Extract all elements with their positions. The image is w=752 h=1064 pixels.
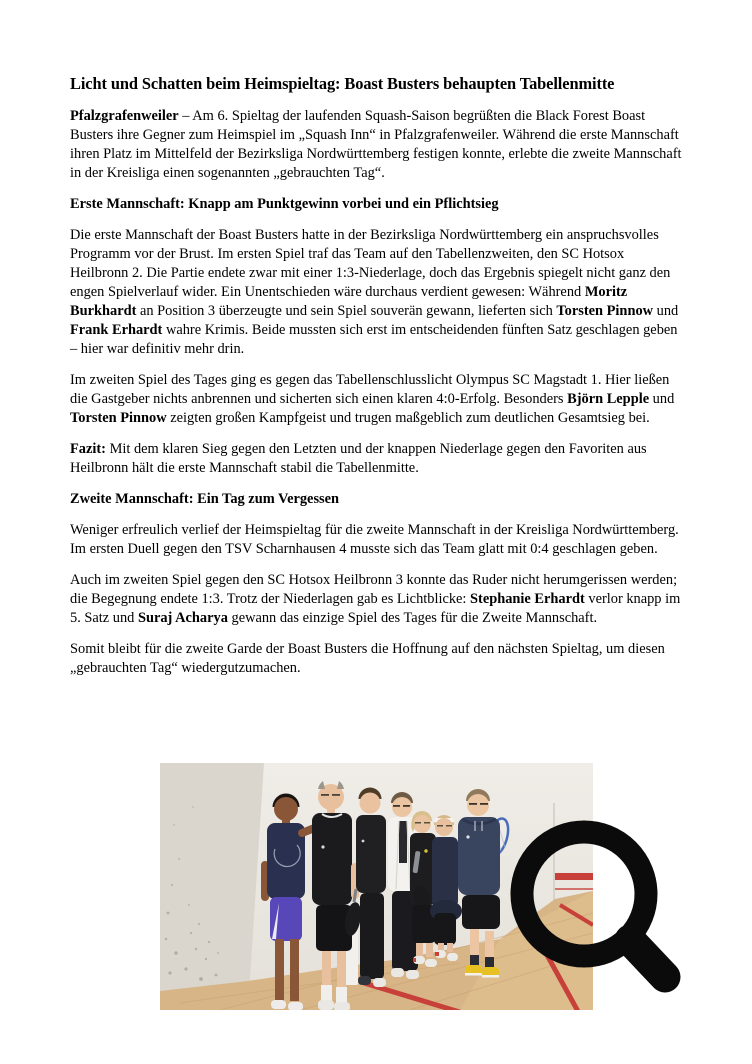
- bold-text: Moritz Burkhardt: [70, 284, 628, 319]
- article-body: [70, 73, 686, 678]
- article-paragraph-8: [70, 571, 686, 628]
- magnifier-icon[interactable]: [505, 815, 690, 1000]
- text-run: verlor knapp im 5. Satz und: [70, 591, 681, 626]
- bold-text: Björn Lepple: [567, 391, 650, 407]
- text-run: Die erste Mannschaft der Boast Busters hatte in der Bezirksliga Nordwürttemberg ein anspruchsvolles Programm vor der Brust. Im ersten Spiel traf das Team auf den Tabellenzweiten, den SC Hotsox Heilbronn 2. Die Partie endete zwar mit einer 1:3-Niederlage, doch das Ergebnis spiegelt nicht ganz den engen Spielverlauf wider. Ein Unentschieden wäre durchaus verdient gewesen: Während: [70, 227, 671, 300]
- text-run: Somit bleibt für die zweite Garde der Boast Busters die Hoffnung auf den nächsten Spieltag, um diesen „gebrauchten Tag“ wiedergutzumachen.: [70, 641, 665, 676]
- text-run: Auch im zweiten Spiel gegen den SC Hotsox Heilbronn 3 konnte das Ruder nicht herumgerissen werden; die Begegnung endete 1:3. Trotz der Niederlagen gab es Lichtblicke:: [70, 572, 678, 607]
- article-paragraph-9: [70, 640, 686, 678]
- text-run: Weniger erfreulich verlief der Heimspieltag für die zweite Mannschaft in der Kreisliga Nordwürttemberg. Im ersten Duell gegen den TSV Scharnhausen 4 musste sich das Team glatt mit 0:4 geschlagen geben.: [70, 522, 679, 557]
- article-paragraph-5: [70, 440, 686, 478]
- bold-text: Stephanie Erhardt: [470, 591, 585, 607]
- text-run: gewann das einzige Spiel des Tages für die Zweite Mannschaft.: [227, 610, 598, 626]
- text-run: und: [649, 391, 675, 407]
- article-heading-2: [70, 195, 686, 214]
- text-run: an Position 3 überzeugte und sein Spiel souverän gewann, lieferten sich: [136, 303, 557, 319]
- text-run: und: [653, 303, 679, 319]
- bold-text: Fazit:: [70, 441, 106, 457]
- text-run: – Am 6. Spieltag der laufenden Squash-Saison begrüßten die Black Forest Boast Busters ihre Gegner zum Heimspiel im „Squash Inn“ in Pfalzgrafenweiler. Während die erste Mannschaft ihren Platz im Mittelfeld der Bezirksliga Nordwürttemberg festigen konnte, erlebte die zweite Mannschaft in der Kreisliga einen sogenannten „gebrauchten Tag“.: [70, 108, 682, 181]
- bold-text: Torsten Pinnow: [70, 410, 167, 426]
- bold-text: Pfalzgrafenweiler: [70, 108, 179, 124]
- article-paragraph-1: [70, 107, 686, 183]
- text-run: Im zweiten Spiel des Tages ging es gegen das Tabellenschlusslicht Olympus SC Magstadt 1. Hier ließen die Gastgeber nichts anbrennen und sicherten sich einen klaren 4:0-Erfolg. Besonders: [70, 372, 670, 407]
- bold-text: Zweite Mannschaft: Ein Tag zum Vergessen: [70, 491, 340, 507]
- article-paragraph-4: [70, 371, 686, 428]
- bold-text: Suraj Acharya: [137, 610, 228, 626]
- article-paragraph-3: [70, 226, 686, 359]
- text-run: wahre Krimis. Beide mussten sich erst im entscheidenden fünften Satz geschlagen geben – hier war definitiv mehr drin.: [70, 322, 678, 357]
- article-paragraph-7: [70, 521, 686, 559]
- bold-text: Torsten Pinnow: [556, 303, 654, 319]
- text-run: Mit dem klaren Sieg gegen den Letzten und der knappen Niederlage gegen den Favoriten aus Heilbronn hält die erste Mannschaft stabil die Tabellenmitte.: [70, 441, 647, 476]
- court-side-wall: [160, 763, 264, 1010]
- text-run: zeigten großen Kampfgeist und trugen maßgeblich zum deutlichen Gesamtsieg bei.: [166, 410, 650, 426]
- bold-text: Erste Mannschaft: Knapp am Punktgewinn vorbei und ein Pflichtsieg: [70, 196, 499, 212]
- article-title-0: [70, 73, 686, 95]
- bold-text: Frank Erhardt: [70, 322, 163, 338]
- bold-text: Licht und Schatten beim Heimspieltag: Boast Busters behaupten Tabellenmitte: [70, 74, 615, 93]
- article-heading-6: [70, 490, 686, 509]
